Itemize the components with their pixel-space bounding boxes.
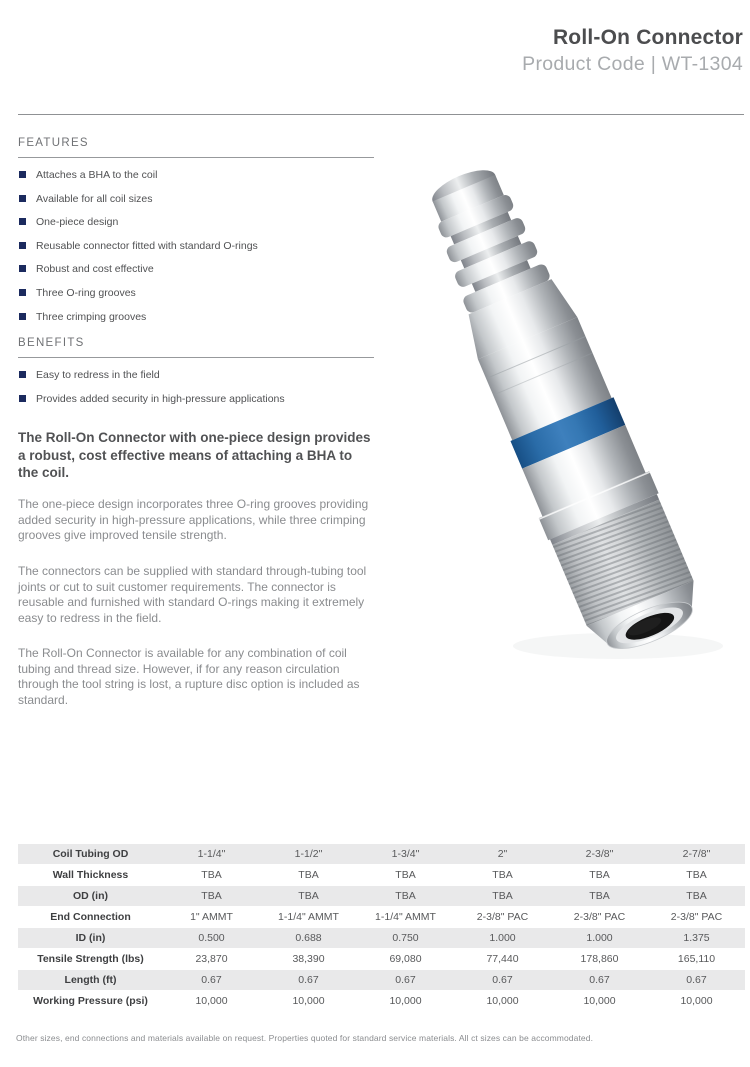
cell-value: 1.000	[454, 928, 551, 949]
page-header	[522, 26, 743, 76]
feature-item	[18, 311, 374, 324]
features-divider	[18, 157, 374, 158]
cell-value: 0.688	[260, 928, 357, 949]
benefits-heading: BENEFITS	[18, 337, 85, 350]
body-paragraph: The one-piece design incorporates three O-ring grooves providing added security in high-pressure applications, while three crimping grooves give improved tensile strength.	[18, 497, 369, 543]
cell-value: 10,000	[357, 991, 454, 1012]
cell-value: 0.500	[163, 928, 260, 949]
cell-value: TBA	[163, 865, 260, 886]
feature-item	[18, 240, 374, 253]
bullet-square-icon	[19, 218, 26, 225]
cell-value: 1-3/4"	[357, 844, 454, 865]
cell-value: 1-1/4" AMMT	[357, 907, 454, 928]
list-item-text: Easy to redress in the field	[36, 369, 160, 382]
cell-value: 1-1/4"	[163, 844, 260, 865]
cell-value: 0.67	[454, 970, 551, 991]
list-item-text: Attaches a BHA to the coil	[36, 169, 158, 181]
cell-value: TBA	[648, 865, 745, 886]
row-label: Length (ft)	[18, 970, 163, 991]
table-row	[18, 991, 745, 1012]
cell-value: 1" AMMT	[163, 907, 260, 928]
spec-table	[18, 843, 745, 1012]
row-label: Coil Tubing OD	[18, 844, 163, 865]
features-section	[18, 137, 374, 323]
list-item-text: Available for all coil sizes	[36, 192, 153, 205]
features-heading: FEATURES	[18, 137, 89, 149]
cell-value: 77,440	[454, 949, 551, 970]
feature-item	[18, 216, 374, 229]
body-paragraph: The connectors can be supplied with standard through-tubing tool joints or cut to suit customer requirements. The connector is reusable and furnished with standard O-rings making it extremely easy to redress in the field.	[18, 563, 367, 625]
list-item-text: One-piece design	[36, 216, 119, 229]
bullet-square-icon	[19, 289, 26, 296]
row-label: Wall Thickness	[18, 865, 163, 886]
list-item-text: Three crimping grooves	[36, 310, 147, 323]
cell-value: 38,390	[260, 949, 357, 970]
cell-value: 0.67	[551, 970, 648, 991]
cell-value: 69,080	[357, 949, 454, 970]
cell-value: 0.750	[357, 928, 454, 949]
bullet-square-icon	[19, 371, 26, 378]
benefit-item	[18, 369, 374, 382]
feature-item	[18, 287, 374, 300]
text-column	[18, 125, 374, 709]
table-row	[18, 970, 745, 991]
table-row	[18, 844, 745, 865]
table-row	[18, 928, 745, 949]
benefit-item	[18, 393, 374, 406]
cell-value: TBA	[357, 886, 454, 907]
footer-note: Other sizes, end connections and materials available on request. Properties quoted for standard service materials. All ct sizes can be accommodated.	[16, 1033, 594, 1043]
bullet-square-icon	[19, 313, 26, 320]
benefits-list	[18, 369, 374, 405]
cell-value: 1-1/4" AMMT	[260, 907, 357, 928]
table-row	[18, 949, 745, 970]
list-item-text: Provides added security in high-pressure applications	[36, 392, 285, 405]
cell-value: TBA	[260, 886, 357, 907]
table-row	[18, 886, 745, 907]
spec-table-body	[18, 844, 745, 1012]
cell-value: 2-3/8" PAC	[551, 907, 648, 928]
cell-value: 1-1/2"	[260, 844, 357, 865]
list-item-text: Three O-ring grooves	[36, 286, 136, 299]
cell-value: 0.67	[163, 970, 260, 991]
product-code: Product Code | WT-1304	[522, 53, 743, 76]
cell-value: TBA	[357, 865, 454, 886]
cell-value: TBA	[454, 886, 551, 907]
cell-value: 10,000	[551, 991, 648, 1012]
cell-value: 2-3/8" PAC	[648, 907, 745, 928]
row-label: OD (in)	[18, 886, 163, 907]
bullet-square-icon	[19, 171, 26, 178]
cell-value: 2"	[454, 844, 551, 865]
cell-value: 10,000	[260, 991, 357, 1012]
table-row	[18, 907, 745, 928]
cell-value: TBA	[163, 886, 260, 907]
table-row	[18, 865, 745, 886]
cell-value: 10,000	[648, 991, 745, 1012]
features-list	[18, 169, 374, 323]
list-item-text: Robust and cost effective	[36, 263, 154, 276]
bullet-square-icon	[19, 195, 26, 202]
feature-item	[18, 169, 374, 182]
cell-value: 2-3/8" PAC	[454, 907, 551, 928]
row-label: Working Pressure (psi)	[18, 991, 163, 1012]
list-item-text: Reusable connector fitted with standard O-rings	[36, 239, 258, 252]
cell-value: 10,000	[163, 991, 260, 1012]
cell-value: 0.67	[260, 970, 357, 991]
cell-value: 2-7/8"	[648, 844, 745, 865]
page-title: Roll-On Connector	[552, 26, 743, 49]
body-paragraph: The Roll-On Connector is available for any combination of coil tubing and thread size. However, if for any reason circulation through the tool string is lost, a rupture disc option is included as standard.	[18, 646, 360, 708]
cell-value: 1.000	[551, 928, 648, 949]
cell-value: TBA	[551, 886, 648, 907]
header-divider	[18, 114, 744, 115]
bullet-square-icon	[19, 395, 26, 402]
cell-value: 165,110	[648, 949, 745, 970]
cell-value: 0.67	[357, 970, 454, 991]
row-label: Tensile Strength (lbs)	[18, 949, 163, 970]
row-label: ID (in)	[18, 928, 163, 949]
intro-paragraph: The Roll-On Connector with one-piece design provides a robust, cost effective means of attaching a BHA to the coil.	[18, 430, 371, 480]
feature-item	[18, 263, 374, 276]
cell-value: TBA	[260, 865, 357, 886]
cell-value: TBA	[454, 865, 551, 886]
cell-value: 1.375	[648, 928, 745, 949]
bullet-square-icon	[19, 242, 26, 249]
product-photo	[383, 148, 728, 673]
cell-value: 23,870	[163, 949, 260, 970]
row-label: End Connection	[18, 907, 163, 928]
benefits-divider	[18, 357, 374, 358]
benefits-section	[18, 337, 374, 405]
cell-value: 10,000	[454, 991, 551, 1012]
cell-value: 2-3/8"	[551, 844, 648, 865]
body-paragraphs	[18, 497, 374, 709]
bullet-square-icon	[19, 265, 26, 272]
cell-value: 0.67	[648, 970, 745, 991]
connector-illustration	[383, 148, 728, 673]
feature-item	[18, 193, 374, 206]
cell-value: TBA	[551, 865, 648, 886]
cell-value: 178,860	[551, 949, 648, 970]
cell-value: TBA	[648, 886, 745, 907]
